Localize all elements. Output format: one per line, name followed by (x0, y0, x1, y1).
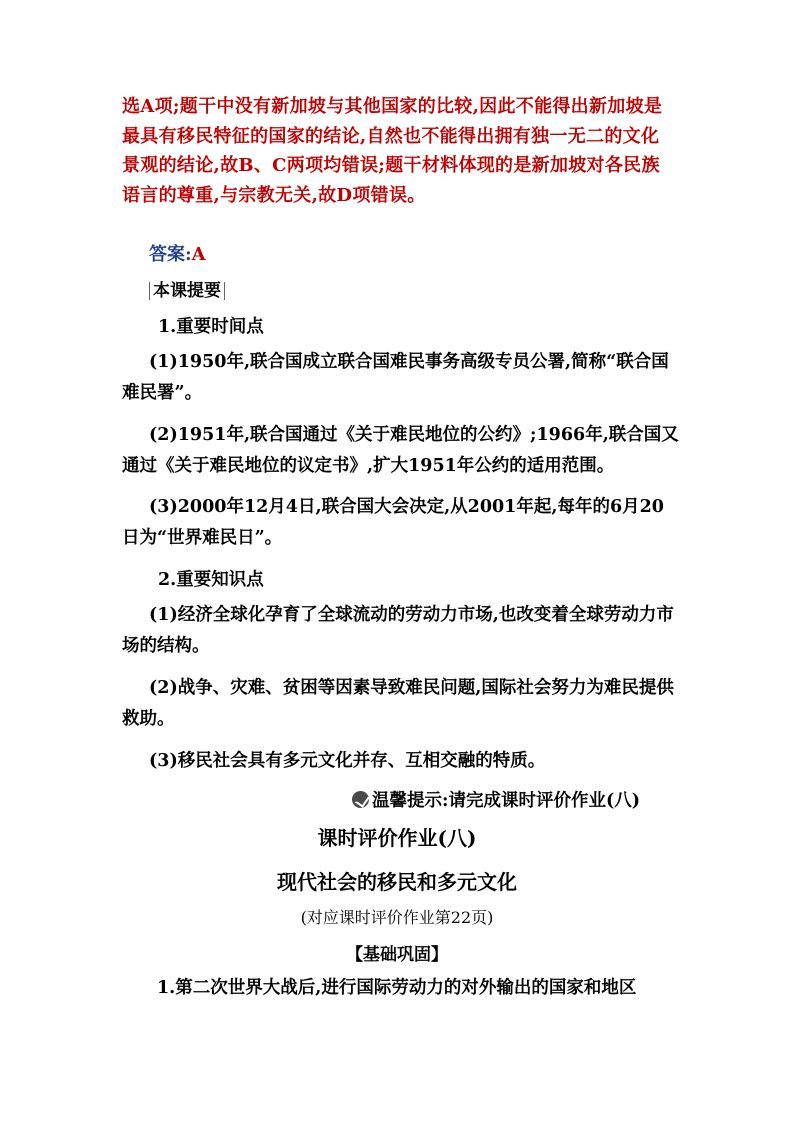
reminder-tip (352, 787, 640, 812)
analysis-text: 选A项;题干中没有新加坡与其他国家的比较,因此不能得出新加坡是最具有移民特征的国家的结论,自然也不能得出拥有独一无二的文化景观的结论,故B、C两项均错误;题干材料体现的是新加坡对各民族语言的尊重,与宗教无关,故D项错误。 (122, 96, 663, 206)
homework-page-ref: (对应课时评价作业第22页) (300, 908, 494, 927)
answer-value: A (191, 244, 206, 265)
time-point-1: (1)1950年,联合国成立联合国难民事务高级专员公署,简称“联合国难民署”。 (122, 352, 669, 403)
section1-heading: 1.重要时间点 (158, 317, 264, 337)
section-label: 【基础巩固】 (346, 945, 448, 965)
section2-heading: 2.重要知识点 (158, 570, 264, 590)
time-point-3: (3)2000年12月4日,联合国大会决定,从2001年起,每年的6月20日为“世界难民日”。 (122, 497, 664, 548)
homework-title: 课时评价作业(八) (317, 826, 477, 850)
tip-icon (352, 791, 369, 808)
summary-box-label: 本课提要 (149, 282, 225, 300)
time-point-2: (2)1951年,联合国通过《关于难民地位的公约》;1966年,联合国又通过《关于难民地位的议定书》,扩大1951年公约的适用范围。 (122, 425, 679, 476)
homework-subtitle: 现代社会的移民和多元文化 (277, 870, 517, 894)
answer-label: 答案: (149, 244, 192, 265)
answer-line (149, 240, 206, 266)
knowledge-point-3: (3)移民社会具有多元文化并存、互相交融的特质。 (149, 751, 546, 771)
tip-text: 温馨提示:请完成课时评价作业(八) (372, 791, 641, 811)
knowledge-point-1: (1)经济全球化孕育了全球流动的劳动力市场,也改变着全球劳动力市场的结构。 (122, 605, 674, 656)
knowledge-point-2: (2)战争、灾难、贫困等因素导致难民问题,国际社会努力为难民提供救助。 (122, 678, 674, 729)
question-1: 1.第二次世界大战后,进行国际劳动力的对外输出的国家和地区 (157, 978, 637, 998)
